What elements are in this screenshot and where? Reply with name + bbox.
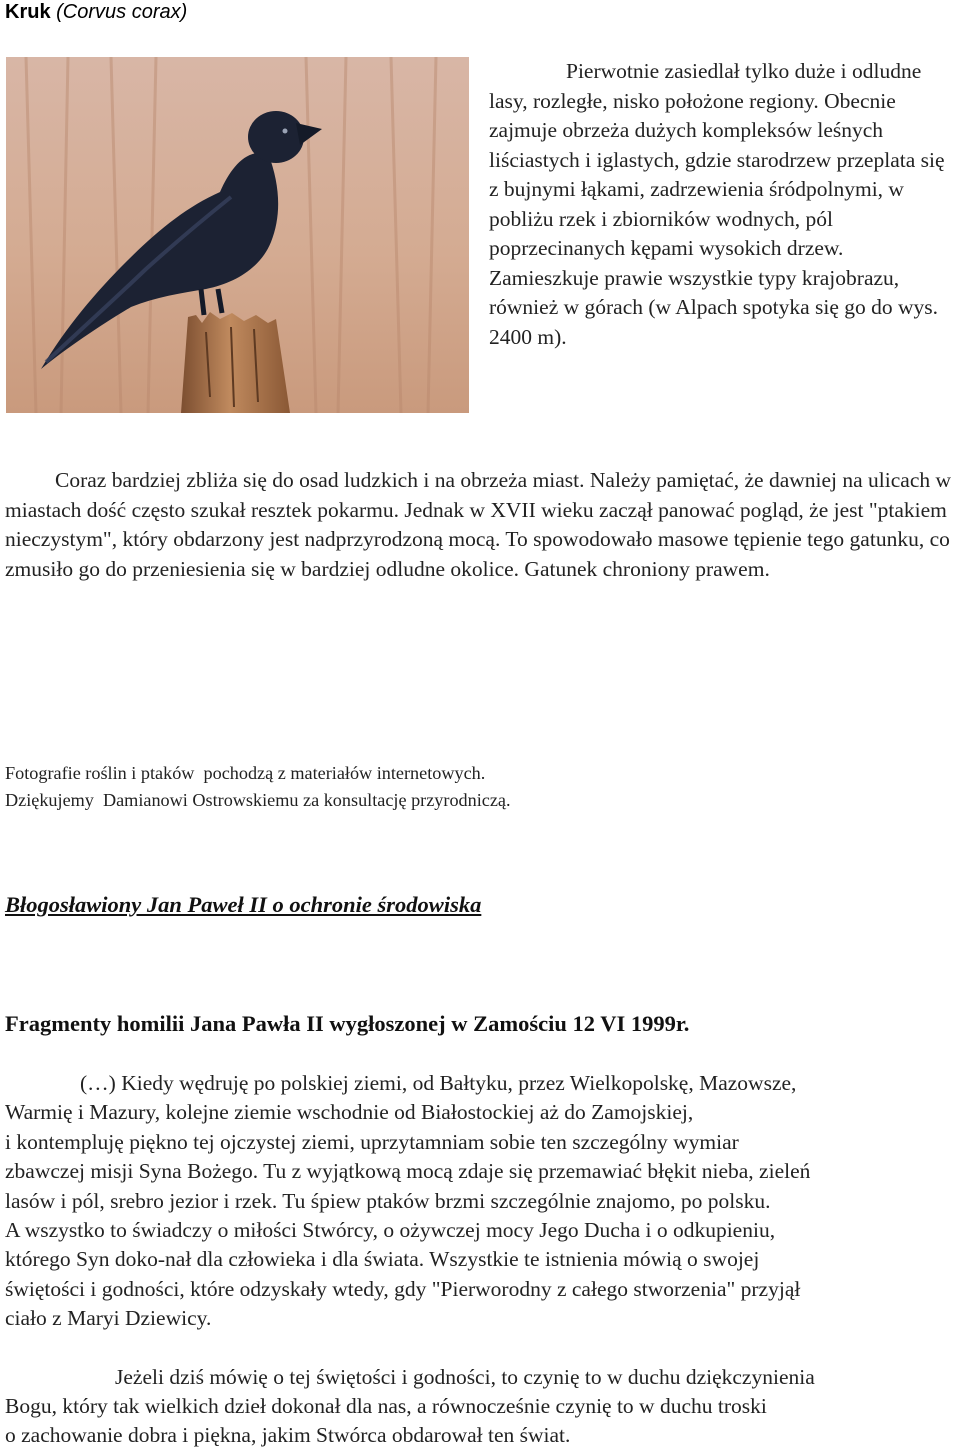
homily-line: Warmię i Mazury, kolejne ziemie wschodnie od Białostockiej aż do Zamojskiej, (5, 1100, 694, 1125)
second-paragraph (5, 466, 960, 584)
photo-credits (5, 760, 905, 814)
raven-photo (6, 57, 469, 413)
homily-line: Bogu, który tak wielkich dzieł dokonał dla nas, a równocześnie czynię to w duchu troski (5, 1394, 767, 1419)
page-title (5, 0, 187, 25)
homily-line: A wszystko to świadczy o miłości Stwórcy, o ożywczej mocy Jego Ducha i o odkupieniu, (5, 1218, 776, 1243)
homily-line: którego Syn doko-nał dla człowieka i dla świata. Wszystkie te istnienia mówią o swojej (5, 1247, 760, 1272)
homily-line: i kontempluję piękno tej ojczystej ziemi, uprzytamniam sobie ten szczególny wymiar (5, 1129, 739, 1154)
homily-text (5, 1069, 960, 1451)
intro-paragraph (489, 57, 949, 352)
second-text: Coraz bardziej zbliża się do osad ludzkich i na obrzeża miast. Należy pamiętać, że dawniej na ulicach w miastach dość często szukał resztek pokarmu. Jednak w XVII wieku zaczął panować pogląd, że jest "ptakiem nieczystym", który obdarzony jest nadprzyrodzoną mocą. To spowodowało masowe tępienie tego gatunku, co zmusiło go do przeniesienia się w bardziej odludne okolice. Gatunek chroniony prawem. (5, 468, 952, 581)
homily-line: o zachowanie dobra i piękna, jakim Stwórca obdarował ten świat. (5, 1423, 571, 1448)
homily-line: ciało z Maryi Dziewicy. (5, 1306, 212, 1331)
homily-line: (…) Kiedy wędruję po polskiej ziemi, od Bałtyku, przez Wielkopolskę, Mazowsze, (80, 1071, 797, 1095)
page-title-name: Kruk (5, 1, 51, 23)
page-title-latin: (Corvus corax) (56, 1, 188, 23)
credit-line-thanks: Dziękujemy Damianowi Ostrowskiemu za konsultację przyrodniczą. (5, 790, 511, 810)
section-heading: Błogosławiony Jan Paweł II o ochronie środowiska (5, 892, 482, 917)
homily-line: zbawczej misji Syna Bożego. Tu z wyjątkową mocą zdaje się przemawiać błękit nieba, zieleń (5, 1159, 811, 1184)
homily-line: świętości i godności, które odzyskały wtedy, gdy "Pierworodny z całego stworzenia" przyjął (5, 1276, 801, 1301)
homily-heading: Fragmenty homilii Jana Pawła II wygłoszonej w Zamościu 12 VI 1999r. (5, 1011, 690, 1036)
paragraph-gap (5, 1334, 960, 1363)
intro-text: Pierwotnie zasiedlał tylko duże i odludne lasy, rozległe, nisko położone regiony. Obecnie zajmuje obrzeża dużych kompleksów leśnych liściastych i iglastych, gdzie starodrzew przeplata się z bujnymi łąkami, zadrzewienia śródpolnymi, w pobliżu rzek i zbiorników wodnych, pól poprzecinanych kępami wysokich drzew. Zamieszkuje prawie wszystkie typy krajobrazu, również w górach (w Alpach spotyka się go do wys. 2400 m). (489, 59, 945, 349)
stump (181, 312, 290, 413)
homily-line: Jeżeli dziś mówię o tej świętości i godności, to czynię to w duchu dziękczynienia (115, 1364, 815, 1389)
credit-line-photos: Fotografie roślin i ptaków pochodzą z materiałów internetowych. (5, 763, 486, 783)
homily-line: lasów i pól, srebro jezior i rzek. Tu śpiew ptaków brzmi szczególnie znajomo, po polsku. (5, 1188, 771, 1213)
